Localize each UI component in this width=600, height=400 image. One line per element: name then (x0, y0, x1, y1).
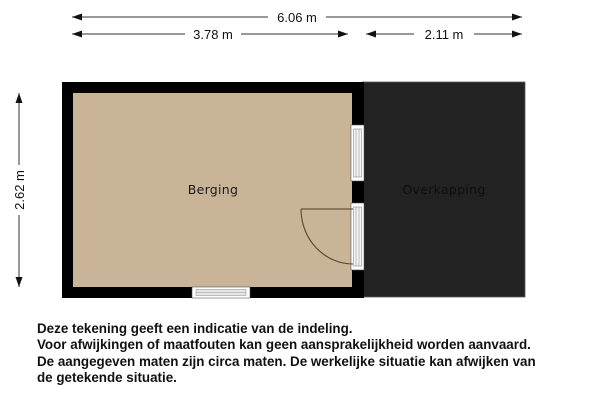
room-label-berging: Berging (187, 182, 239, 197)
dimension-total-width (72, 10, 522, 25)
disclaimer (37, 321, 597, 386)
dimension-label-berging: 3.78 m (193, 27, 233, 42)
disclaimer-line: de getekende situatie. (37, 369, 177, 385)
disclaimer-line: Voor afwijkingen of maatfouten kan geen aansprakelijkheid worden aanvaard. (37, 337, 531, 353)
door-east (351, 203, 364, 270)
room-label-overkapping: Overkapping (402, 182, 486, 197)
dimension-overkapping-width (366, 27, 522, 42)
window-east-upper (351, 125, 364, 181)
dimension-depth (12, 93, 27, 287)
dimension-berging-width (72, 27, 348, 42)
disclaimer-line: De aangegeven maten zijn circa maten. De werkelijke situatie kan afwijken van (37, 353, 536, 369)
dimension-label-depth: 2.62 m (12, 170, 27, 210)
dimension-label-total: 6.06 m (277, 10, 317, 25)
disclaimer-line: Deze tekening geeft een indicatie van de indeling. (37, 321, 353, 336)
dimension-label-overkapping: 2.11 m (424, 27, 464, 42)
window-south (192, 287, 250, 298)
